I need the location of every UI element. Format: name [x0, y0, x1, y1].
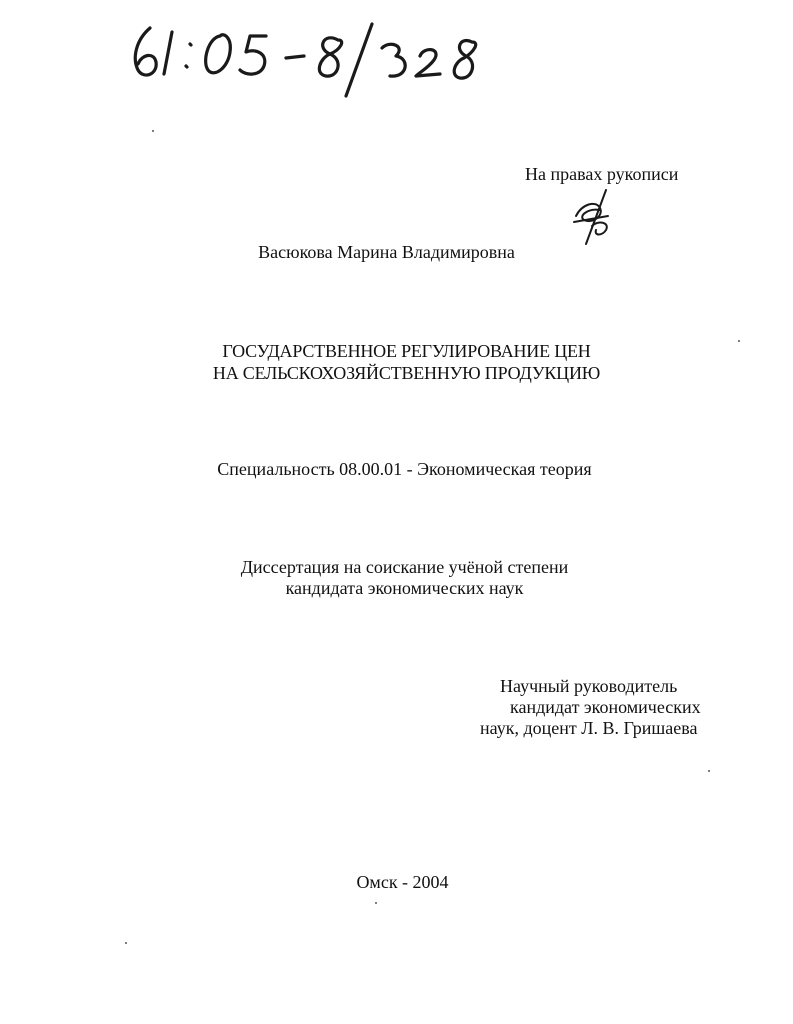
- city-year: Омск - 2004: [356, 872, 449, 892]
- supervisor-line-2: кандидат экономических: [510, 697, 701, 717]
- title-line-2: НА СЕЛЬСКОХОЗЯЙСТВЕННУЮ ПРОДУКЦИЮ: [212, 363, 601, 383]
- author-name: Васюкова Марина Владимировна: [258, 242, 515, 262]
- rights-note: На правах рукописи: [525, 164, 679, 184]
- supervisor-line-3: наук, доцент Л. В. Гришаева: [480, 718, 698, 738]
- specialty: Специальность 08.00.01 - Экономическая теория: [217, 459, 592, 479]
- supervisor-line-1: Научный руководитель: [500, 676, 678, 696]
- scan-speck: [375, 902, 377, 904]
- degree-line-1: Диссертация на соискание учёной степени: [240, 557, 569, 577]
- signature: [566, 186, 622, 248]
- scan-speck: [152, 130, 154, 132]
- scan-speck: [708, 770, 710, 772]
- scan-speck: [738, 340, 740, 342]
- title-line-1: ГОСУДАРСТВЕННОЕ РЕГУЛИРОВАНИЕ ЦЕН: [222, 341, 591, 361]
- scan-speck: [125, 942, 127, 944]
- handwritten-archive-mark: [128, 18, 488, 98]
- degree-line-2: кандидата экономических наук: [285, 578, 524, 598]
